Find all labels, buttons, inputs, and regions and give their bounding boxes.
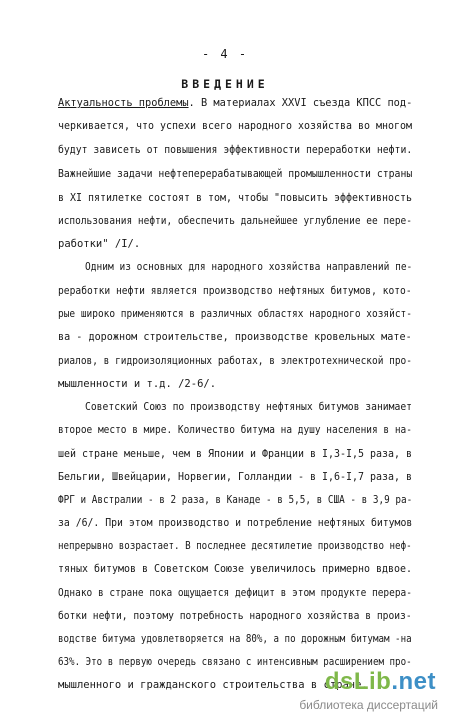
text-line: тяных битумов в Советском Союзе увеличилось примерно вдвое. — [58, 563, 412, 575]
watermark-logo: dsLib.net — [324, 668, 436, 695]
text-line: Важнейшие задачи нефтеперерабатывающей промышленности страны — [58, 168, 413, 180]
section-title: ВВЕДЕНИЕ — [181, 77, 269, 91]
page-number: - 4 - — [201, 47, 249, 61]
run-in-heading: Актуальность проблемы — [58, 97, 189, 109]
text-line: мышленного и гражданского строительства в стране. — [58, 679, 368, 691]
text-line: в XI пятилетке состоят в том, чтобы "повысить эффективность — [58, 192, 412, 204]
text-line: ботки нефти, поэтому потребность народного хозяйства в произ- — [58, 610, 412, 622]
text-line: 63%. Это в первую очередь связано с интенсивным расширением про- — [58, 656, 412, 668]
text-line-paragraph-start: Советский Союз по производству нефтяных битумов занимает — [85, 401, 413, 413]
text-line: водстве битума удовлетворяется на 80%, а по дорожным битумам -на — [58, 633, 412, 645]
text-line: мышленности и т.д. /2-6/. — [58, 378, 217, 390]
text-line: реработки нефти является производство нефтяных битумов, кото- — [58, 285, 412, 297]
text-line: риалов, в гидроизоляционных работах, в электротехнической про- — [58, 355, 412, 367]
text-line: Бельгии, Швейцарии, Норвегии, Голландии - в I,6-I,7 раза, в — [58, 471, 412, 483]
text-line: Однако в стране пока ощущается дефицит в этом продукте перера- — [58, 587, 412, 599]
text-line-1 — [58, 97, 413, 109]
text-line: черкивается, что успехи всего народного хозяйства во многом — [58, 120, 412, 132]
watermark-subtitle: библиотека диссертаций — [299, 698, 438, 712]
text-line: второе место в мире. Количество битума на душу населения в на- — [58, 424, 412, 436]
text-line: шей стране меньше, чем в Японии и Франции в I,3-I,5 раза, в — [58, 448, 412, 460]
text-line: ФРГ и Австралии - в 2 раза, в Канаде - в 5,5, в США - в 3,9 ра- — [58, 494, 413, 506]
text-line-paragraph-start: Одним из основных для народного хозяйства направлений пе- — [85, 261, 413, 273]
text-line-1-rest: . В материалах XXVI съезда КПСС под- — [188, 97, 413, 109]
text-line: рые широко применяются в различных областях народного хозяйст- — [58, 308, 412, 320]
text-line: использования нефти, обеспечить дальнейшее углубление ее пере- — [58, 215, 412, 227]
text-line: работки" /I/. — [58, 238, 141, 250]
text-line: непрерывно возрастает. В последнее десятилетие производство неф- — [58, 540, 412, 552]
text-line: будут зависеть от повышения эффективности переработки нефти. — [58, 144, 413, 156]
text-line: за /6/. При этом производство и потребление нефтяных битумов — [58, 517, 413, 529]
text-line: ва - дорожном строительстве, производстве кровельных мате- — [58, 331, 412, 343]
